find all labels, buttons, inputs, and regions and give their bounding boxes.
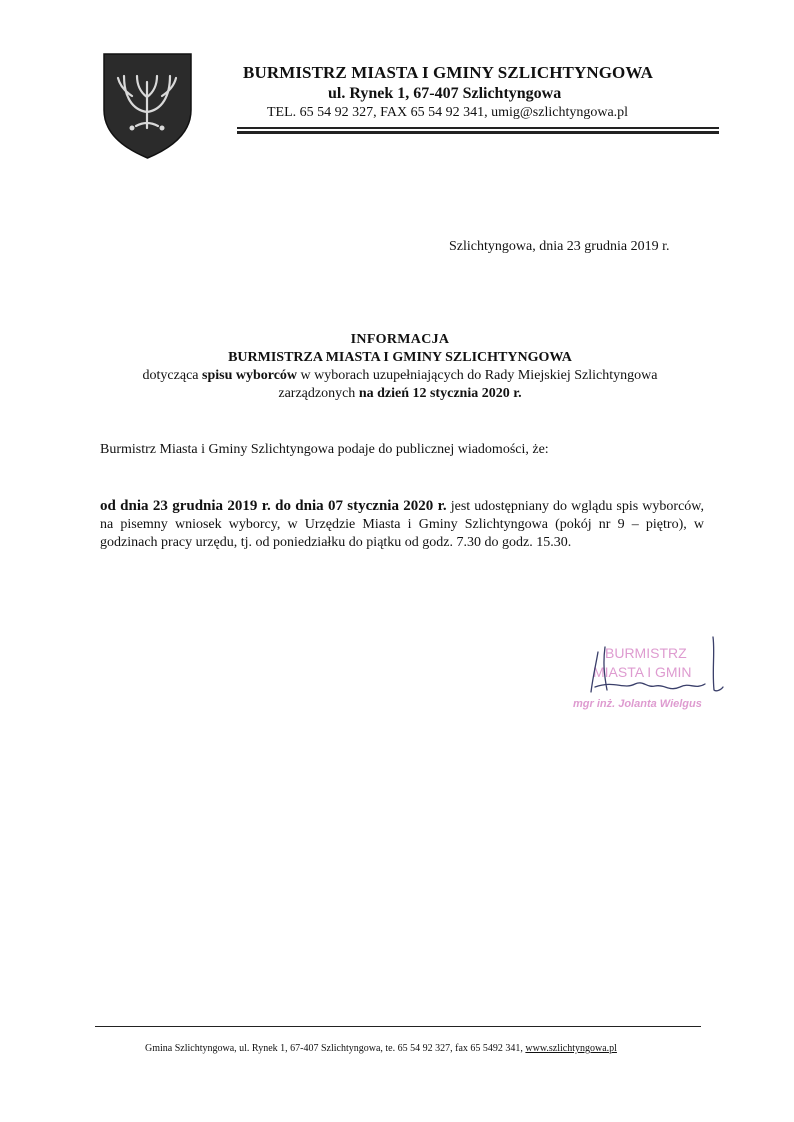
stamp-line-1: BURMISTRZ (605, 645, 687, 661)
body-text: jest udostępniany do wglądu spis wyborców, na pisemny wniosek wyborcy, w Urzędzie Miasta i Gminy Szlichtyngowa (pokój nr 9 – piętro), w godzinach pracy urzędu, tj. od poniedziałku do piątku od godz. 7.30 do godz. 15.30. (100, 499, 704, 550)
title-text: zarządzonych (278, 386, 359, 401)
header-rule (237, 127, 719, 129)
coat-of-arms-icon (102, 52, 193, 160)
title-subheading: BURMISTRZA MIASTA I GMINY SZLICHTYNGOWA (228, 350, 572, 365)
title-bold-text: na dzień 12 stycznia 2020 r. (358, 386, 522, 401)
footer-text: Gmina Szlichtyngowa, ul. Rynek 1, 67-407 Szlichtyngowa, te. 65 54 92 327, fax 65 5492 341, (145, 1043, 526, 1054)
date-line: Szlichtyngowa, dnia 23 grudnia 2019 r. (449, 239, 670, 254)
title-heading: INFORMACJA (350, 332, 450, 347)
header-rule-thick (237, 131, 719, 134)
title-block (95, 331, 705, 403)
footer-rule (95, 1026, 701, 1027)
title-text: w wyborach uzupełniających do Rady Miejskiej Szlichtyngowa (297, 368, 658, 383)
stamp-line-2: MIASTA I GMIN (593, 664, 692, 680)
title-line-3 (95, 367, 705, 385)
body-bold-dates: od dnia 23 grudnia 2019 r. do dnia 07 stycznia 2020 r. (100, 498, 447, 514)
office-contact: TEL. 65 54 92 327, FAX 65 54 92 341, umig@szlichtyngowa.pl (267, 105, 629, 120)
footer-website-link[interactable]: www.szlichtyngowa.pl (525, 1043, 617, 1054)
title-line-4 (95, 385, 705, 403)
footer (145, 1043, 617, 1054)
stamp-line-3: mgr inż. Jolanta Wielgus (573, 698, 702, 710)
official-stamp-signature (565, 632, 730, 722)
body-paragraph (100, 497, 704, 552)
office-name: BURMISTRZ MIASTA I GMINY SZLICHTYNGOWA (243, 63, 653, 82)
office-address: ul. Rynek 1, 67-407 Szlichtyngowa (328, 85, 562, 102)
intro-text: Burmistrz Miasta i Gminy Szlichtyngowa podaje do publicznej wiadomości, że: (100, 442, 549, 457)
title-text: dotycząca (142, 368, 202, 383)
title-bold-text: spisu wyborców (202, 368, 298, 383)
